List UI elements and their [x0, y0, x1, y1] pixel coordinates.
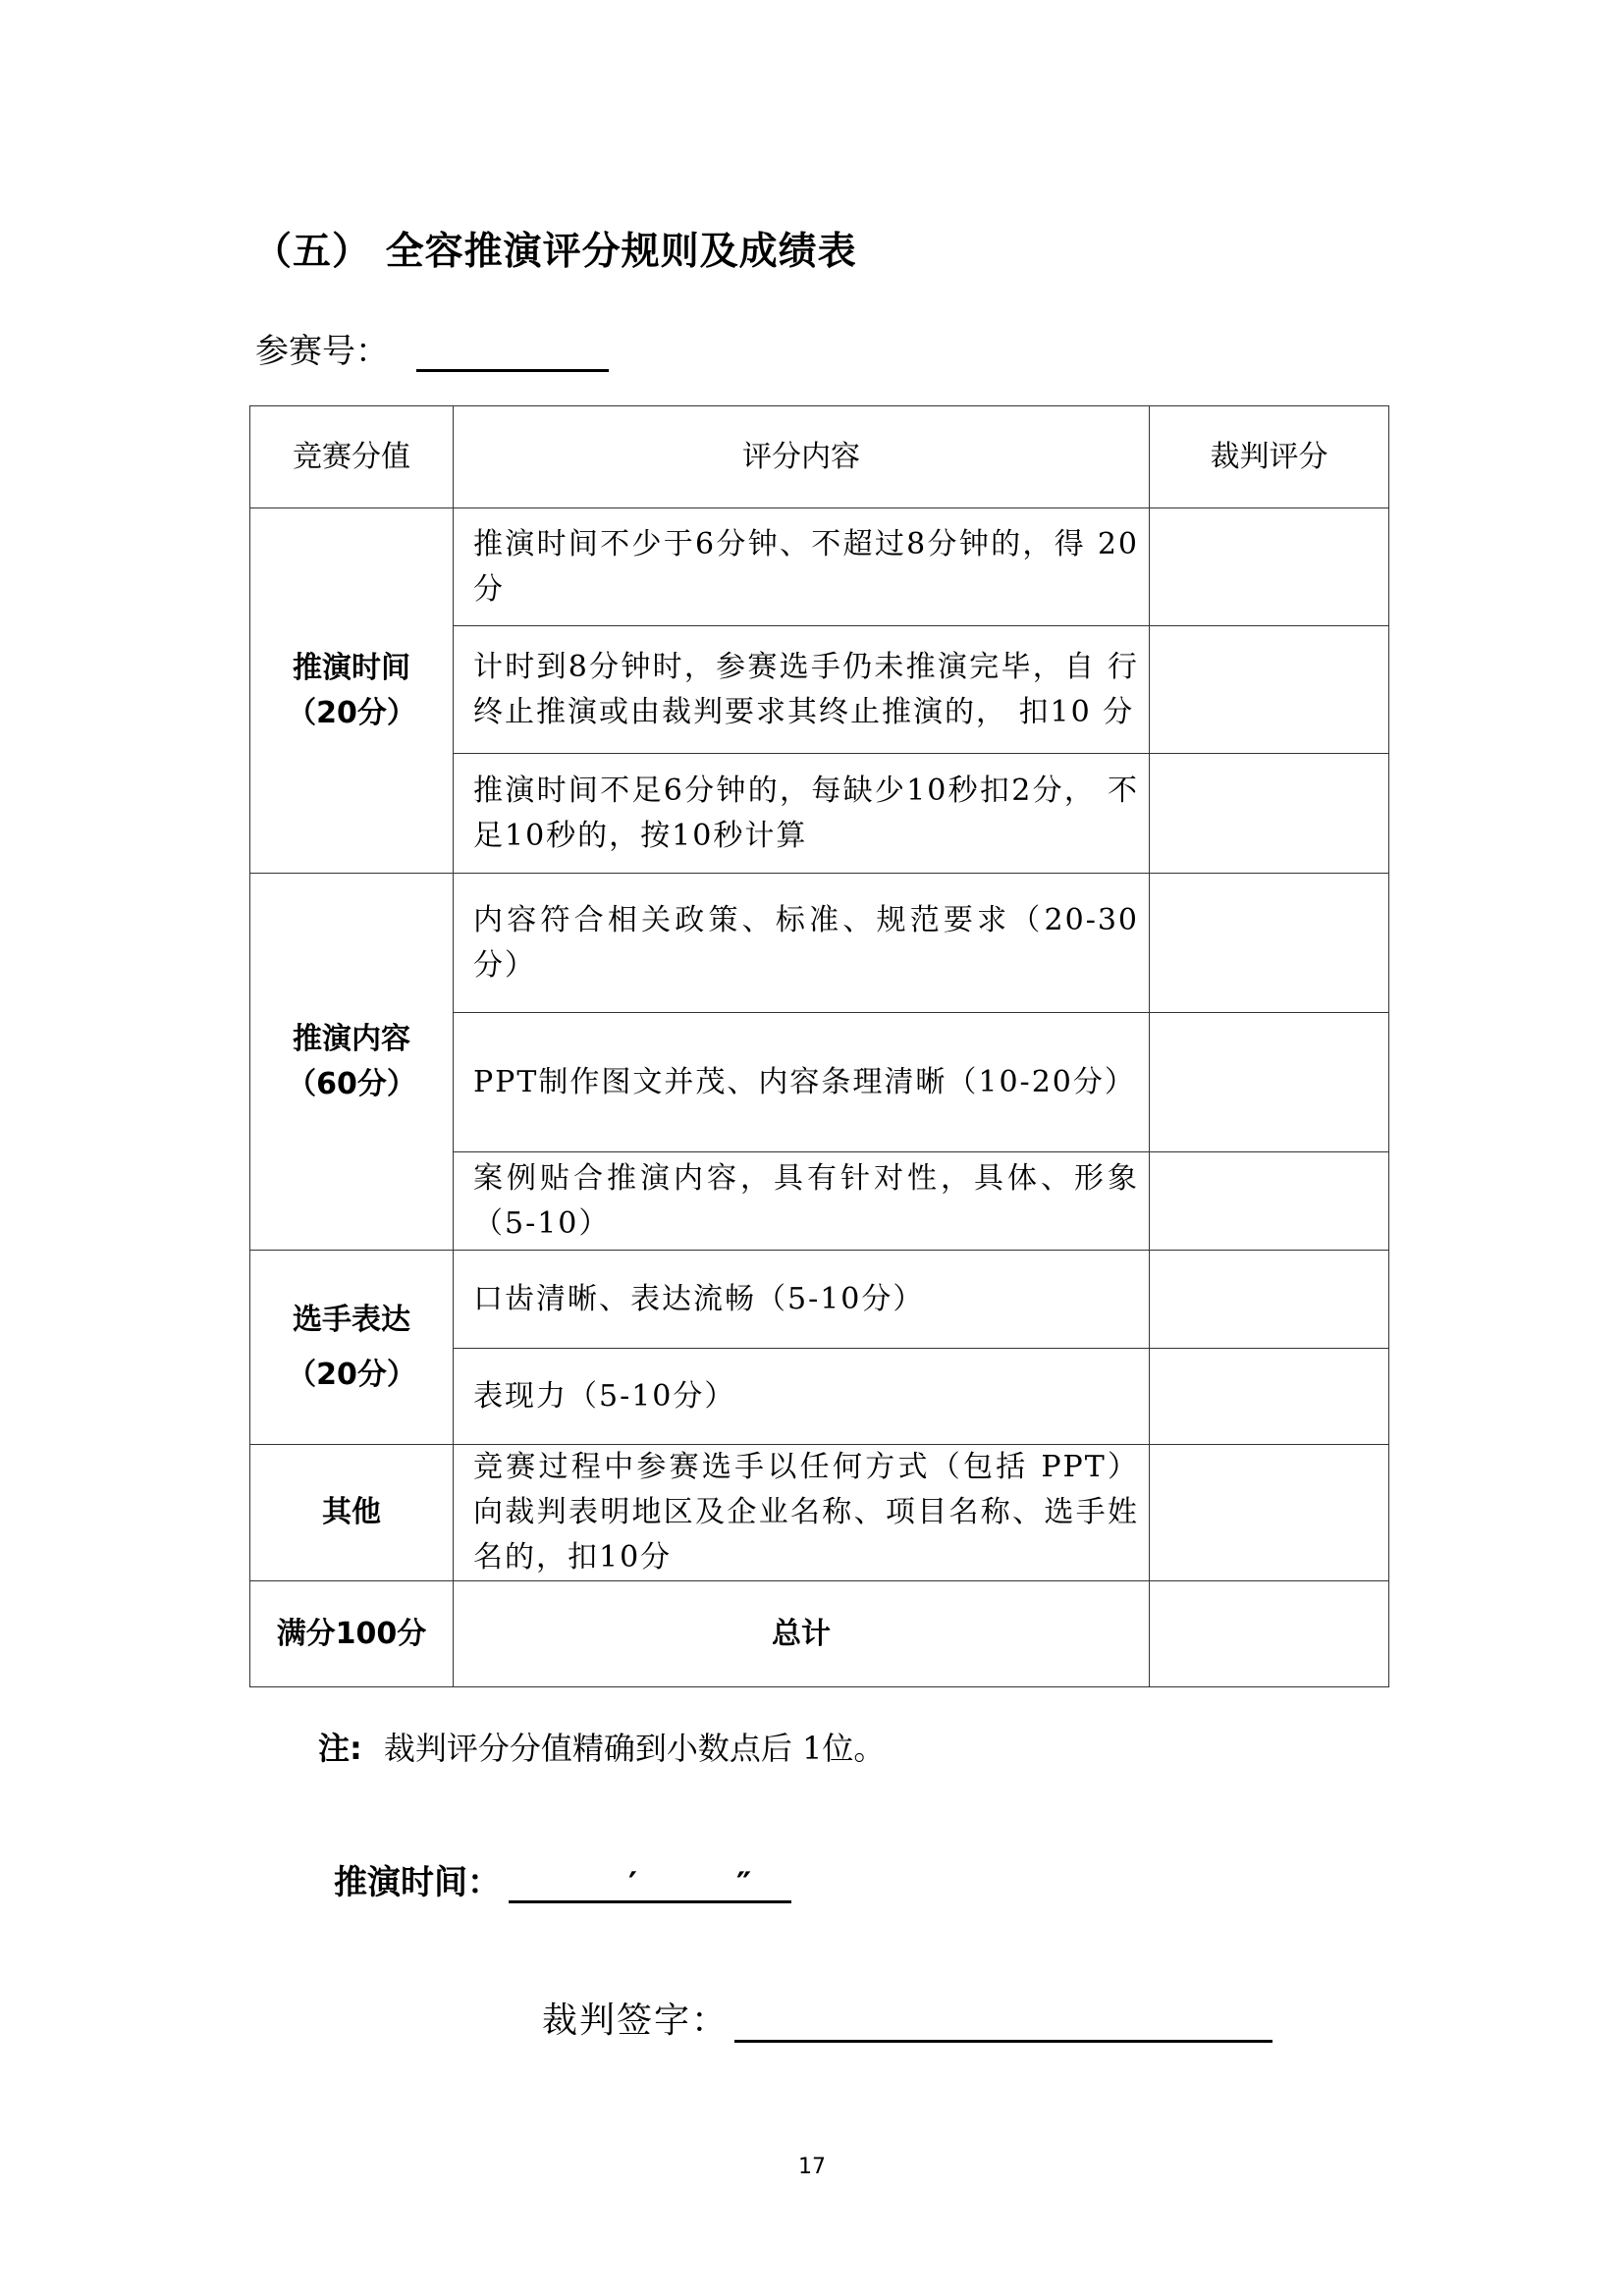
note-text: 裁判评分分值精确到小数点后 1位。: [383, 1730, 886, 1767]
total-label: 满分100分: [250, 1581, 454, 1687]
header-judge-score: 裁判评分: [1150, 406, 1389, 508]
category-name: 推演内容: [293, 1021, 410, 1056]
category-points: （60分）: [287, 1066, 416, 1101]
minute-mark: ′: [628, 1865, 637, 1904]
judge-signature-row: [542, 1993, 1272, 2043]
criterion-text: 口齿清晰、表达流畅（5-10分）: [454, 1251, 1150, 1349]
table-row: [250, 508, 1389, 626]
category-points: （20分）: [287, 1357, 416, 1392]
second-mark: ″: [736, 1865, 752, 1904]
section-title: （五） 全容推演评分规则及成绩表: [253, 230, 857, 274]
note-row: [318, 1724, 885, 1769]
page-number: 17: [798, 2155, 826, 2179]
judge-score-cell[interactable]: [1150, 626, 1389, 754]
category-name: 选手表达: [293, 1302, 410, 1337]
judge-score-cell[interactable]: [1150, 1013, 1389, 1152]
category-cell-expression: [250, 1251, 454, 1445]
criterion-text: 案例贴合推演内容，具有针对性，具体、形象（5-10）: [454, 1152, 1150, 1251]
judge-score-cell[interactable]: [1150, 1445, 1389, 1581]
table-row: [250, 1251, 1389, 1349]
judge-score-cell[interactable]: [1150, 754, 1389, 874]
judge-signature-label: 裁判签字：: [542, 2001, 730, 2041]
note-label: 注:: [318, 1730, 362, 1767]
judge-score-cell[interactable]: [1150, 1152, 1389, 1251]
criterion-text: 推演时间不少于6分钟、不超过8分钟的，得 20分: [454, 508, 1150, 626]
contestant-number-blank[interactable]: [416, 340, 609, 372]
criterion-text: PPT制作图文并茂、内容条理清晰（10-20分）: [454, 1013, 1150, 1152]
table-row: [250, 1445, 1389, 1581]
total-row: [250, 1581, 1389, 1687]
criterion-text: 推演时间不足6分钟的，每缺少10秒扣2分， 不足10秒的，按10秒计算: [454, 754, 1150, 874]
contestant-number-label: 参赛号：: [255, 332, 389, 371]
header-content: 评分内容: [454, 406, 1150, 508]
category-points: （20分）: [287, 695, 416, 730]
judge-score-cell[interactable]: [1150, 1349, 1389, 1445]
judge-score-cell[interactable]: [1150, 1251, 1389, 1349]
criterion-text: 竞赛过程中参赛选手以任何方式（包括 PPT）向裁判表明地区及企业名称、项目名称、选手姓名的，扣10分: [454, 1445, 1150, 1581]
category-cell-content: [250, 874, 454, 1251]
criterion-text: 计时到8分钟时，参赛选手仍未推演完毕，自 行终止推演或由裁判要求其终止推演的， 扣10 分: [454, 626, 1150, 754]
header-score-value: 竞赛分值: [250, 406, 454, 508]
duration-row: [334, 1855, 791, 1903]
category-cell-other: [250, 1445, 454, 1581]
contestant-number-row: [255, 324, 609, 372]
criterion-text: 表现力（5-10分）: [454, 1349, 1150, 1445]
category-name: 其他: [322, 1495, 381, 1529]
category-cell-time: [250, 508, 454, 874]
table-row: [250, 874, 1389, 1013]
criterion-text: 内容符合相关政策、标准、规范要求（20-30分）: [454, 874, 1150, 1013]
duration-label: 推演时间：: [334, 1863, 501, 1902]
total-content: 总计: [454, 1581, 1150, 1687]
score-table: [249, 405, 1389, 1687]
category-name: 推演时间: [293, 650, 410, 685]
judge-signature-blank[interactable]: [734, 2006, 1272, 2043]
duration-blank[interactable]: [509, 1865, 791, 1904]
total-score-cell[interactable]: [1150, 1581, 1389, 1687]
judge-score-cell[interactable]: [1150, 874, 1389, 1013]
judge-score-cell[interactable]: [1150, 508, 1389, 626]
table-header-row: [250, 406, 1389, 508]
